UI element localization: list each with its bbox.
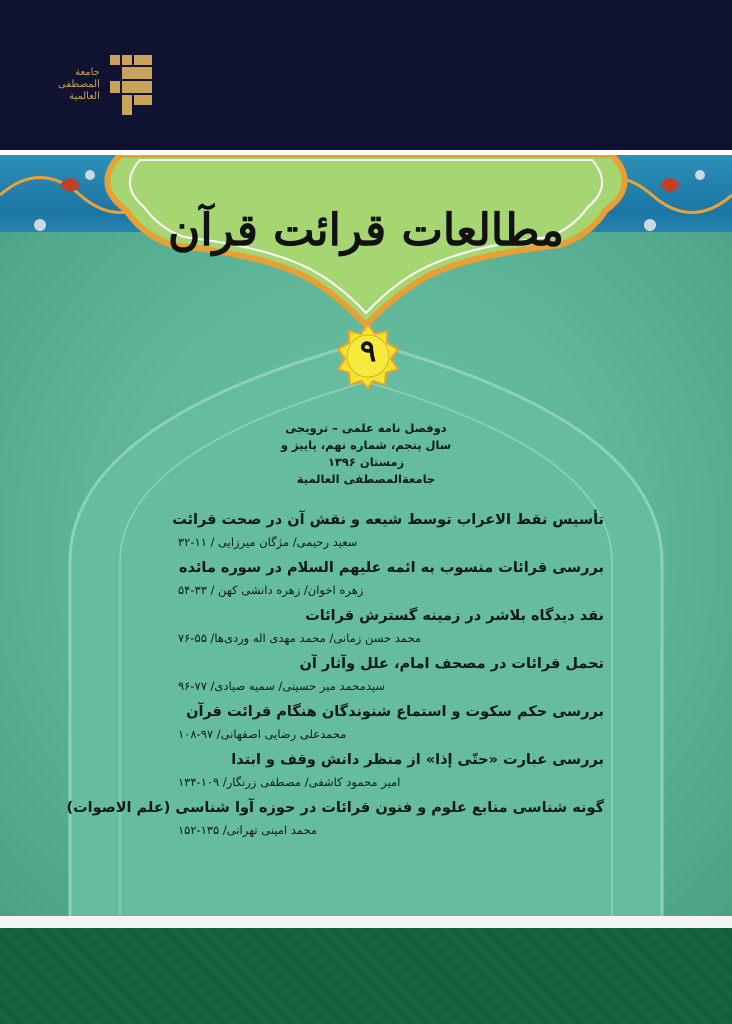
article-authors: محمد حسن زمانی/ محمد مهدی اله وردی‌ها/ ۵۵-۷۶ (178, 631, 422, 645)
article-authors: سیدمحمد میر حسینی/ سمیه صیادی/ ۷۷-۹۶ (178, 679, 385, 693)
publisher-logo (58, 50, 168, 120)
article-item (108, 748, 604, 792)
article-item (108, 556, 604, 600)
article-item (108, 604, 604, 648)
logo-emblem-icon (108, 53, 156, 117)
article-title: بررسی عبارت «حتّی إذا» از منظر دانش وقف و ابتدا (231, 752, 604, 768)
top-band (0, 0, 732, 150)
issue-number: ۹ (359, 334, 377, 369)
article-title: بررسی حکم سکوت و استماع شنوندگان هنگام قرائت قرآن (186, 704, 604, 720)
logo-text (58, 67, 100, 103)
article-title: نقد دیدگاه بلاشر در زمینه گسترش قرائات (305, 608, 604, 624)
logo-line: المصطفى (58, 79, 100, 90)
article-authors: امیر محمود کاشفی/ مصطفی زرنگار/ ۱۰۹-۱۳۴ (178, 775, 401, 789)
meta-publisher: جامعةالمصطفی العالمیة (296, 472, 436, 486)
journal-title: مطالعات قرائت قرآن (168, 205, 564, 256)
meta-issue: سال پنجم، شماره نهم، پاییز و زمستان ۱۳۹۶ (280, 438, 452, 469)
bottom-separator (0, 916, 732, 928)
article-title: تأسیس نقط الاعراب توسط شیعه و نقش آن در صحت قرائت (172, 512, 604, 528)
article-item (108, 700, 604, 744)
logo-line: العالمية (68, 91, 100, 102)
bottom-band (0, 928, 732, 1024)
article-title: تحمل قرائات در مصحف امام، علل وآثار آن (299, 656, 604, 672)
article-title: گونه شناسی منابع علوم و فنون قرائات در حوزه آوا شناسی (علم الاصوات) (66, 800, 604, 816)
article-authors: سعید رحیمی/ مژگان میرزایی / ۱۱-۳۲ (178, 535, 358, 549)
article-authors: محمدعلی رضایی اصفهانی/ ۹۷-۱۰۸ (178, 727, 347, 741)
article-item (108, 508, 604, 552)
article-item (108, 652, 604, 696)
article-authors: زهره اخوان/ زهره دانشی کهن / ۳۳-۵۴ (178, 583, 364, 597)
article-title: بررسی قرائات منسوب به ائمه علیهم السلام در سوره مائده (179, 560, 604, 576)
article-authors: محمد امینی تهرانی/ ۱۳۵-۱۵۲ (178, 823, 318, 837)
journal-meta (260, 420, 472, 488)
meta-type: دوفصل نامه علمی – ترویجی (285, 421, 447, 435)
logo-line: جامعة (75, 67, 100, 78)
articles-list (66, 508, 604, 844)
article-item (66, 796, 604, 840)
